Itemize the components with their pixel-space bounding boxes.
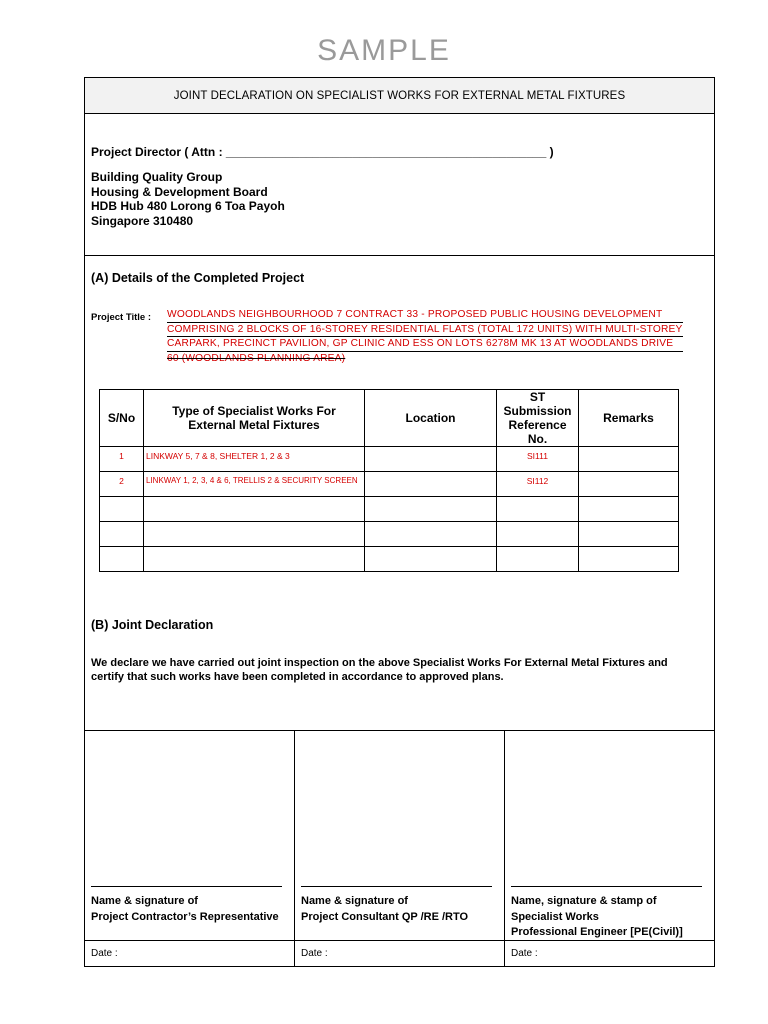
- cell-sno[interactable]: 2: [100, 472, 144, 497]
- project-title-line: WOODLANDS NEIGHBOURHOOD 7 CONTRACT 33 - PROPOSED PUBLIC HOUSING DEVELOPMENT: [167, 308, 683, 323]
- cell-remarks[interactable]: [579, 547, 679, 572]
- signature-row: [85, 730, 714, 940]
- declaration-line: certify that such works have been completed in accordance to approved plans.: [91, 671, 504, 683]
- table-row: [100, 447, 679, 472]
- section-b-heading: (B) Joint Declaration: [91, 618, 214, 632]
- signature-label-line: Name & signature of: [301, 895, 408, 907]
- table-row-empty: [100, 522, 679, 547]
- table-row-empty: [100, 547, 679, 572]
- engineer-signature-box[interactable]: [504, 731, 714, 940]
- signature-label-line: Project Contractor’s Representative: [91, 910, 279, 923]
- cell-location[interactable]: [365, 447, 497, 472]
- cell-st-reference[interactable]: SI112: [497, 472, 579, 497]
- consultant-signature-label: [301, 894, 468, 925]
- header-st-reference: ST Submission Reference No.: [497, 390, 579, 447]
- declaration-form: [84, 77, 715, 967]
- project-title-line: 60 (WOODLANDS PLANNING AREA): [167, 352, 346, 364]
- cell-location[interactable]: [365, 472, 497, 497]
- cell-type[interactable]: LINKWAY 1, 2, 3, 4 & 6, TRELLIS 2 & SECURITY SCREEN: [144, 472, 365, 497]
- addressee-section: [85, 114, 714, 256]
- cell-sno[interactable]: 1: [100, 447, 144, 472]
- signature-label-line: Name, signature & stamp of: [511, 895, 657, 907]
- signature-label-line: Project Consultant QP /RE /RTO: [301, 910, 469, 923]
- cell-remarks[interactable]: [579, 447, 679, 472]
- engineer-date-field[interactable]: Date :: [504, 941, 714, 966]
- header-remarks: Remarks: [579, 390, 679, 447]
- address-line: HDB Hub 480 Lorong 6 Toa Payoh: [91, 199, 285, 214]
- cell-type[interactable]: [144, 522, 365, 547]
- signature-line: [301, 886, 492, 887]
- cell-type[interactable]: [144, 547, 365, 572]
- contractor-date-field[interactable]: Date :: [91, 948, 118, 959]
- signature-line: [511, 886, 702, 887]
- engineer-signature-label: [511, 894, 683, 941]
- address-line: Housing & Development Board: [91, 184, 268, 199]
- table-row-empty: [100, 497, 679, 522]
- cell-sno[interactable]: [100, 497, 144, 522]
- declaration-line: We declare we have carried out joint inspection on the above Specialist Works For External Metal Fixtures and: [91, 657, 668, 669]
- cell-remarks[interactable]: [579, 472, 679, 497]
- section-a-heading: (A) Details of the Completed Project: [91, 271, 305, 285]
- signature-label-line: Specialist Works: [511, 910, 599, 923]
- project-title-line: COMPRISING 2 BLOCKS OF 16-STOREY RESIDENTIAL FLATS (TOTAL 172 UNITS) WITH MULTI-STOREY: [167, 323, 683, 338]
- project-title-label: Project Title :: [91, 312, 152, 323]
- cell-remarks[interactable]: [579, 497, 679, 522]
- cell-st-reference[interactable]: [497, 547, 579, 572]
- cell-type[interactable]: LINKWAY 5, 7 & 8, SHELTER 1, 2 & 3: [144, 447, 365, 472]
- cell-st-reference[interactable]: [497, 497, 579, 522]
- date-row: [85, 940, 714, 966]
- signature-label-line: Professional Engineer [PE(Civil)]: [511, 926, 683, 938]
- specialist-works-table: [99, 389, 679, 572]
- cell-type[interactable]: [144, 497, 365, 522]
- cell-location[interactable]: [365, 522, 497, 547]
- header-location: Location: [365, 390, 497, 447]
- cell-location[interactable]: [365, 547, 497, 572]
- project-title-line: CARPARK, PRECINCT PAVILION, GP CLINIC AND ESS ON LOTS 6278M MK 13 AT WOODLANDS DRIVE: [167, 337, 683, 352]
- form-title: JOINT DECLARATION ON SPECIALIST WORKS FOR EXTERNAL METAL FIXTURES: [85, 78, 714, 114]
- cell-st-reference[interactable]: [497, 522, 579, 547]
- cell-remarks[interactable]: [579, 522, 679, 547]
- contractor-signature-label: [91, 894, 279, 925]
- attention-line: Project Director ( Attn : ________________________________________________ ): [91, 145, 554, 159]
- signature-line: [91, 886, 282, 887]
- table-header-row: [100, 390, 679, 447]
- header-sno: S/No: [100, 390, 144, 447]
- table-row: [100, 472, 679, 497]
- cell-st-reference[interactable]: SI111: [497, 447, 579, 472]
- address-line: Building Quality Group: [91, 170, 223, 184]
- project-title-field[interactable]: [167, 308, 683, 365]
- consultant-date-field[interactable]: Date :: [294, 941, 504, 966]
- address-block: [91, 170, 285, 228]
- cell-sno[interactable]: [100, 522, 144, 547]
- cell-sno[interactable]: [100, 547, 144, 572]
- header-type: Type of Specialist Works For External Metal Fixtures: [144, 390, 365, 447]
- address-line: Singapore 310480: [91, 213, 194, 228]
- sample-watermark: SAMPLE: [317, 34, 451, 67]
- signature-label-line: Name & signature of: [91, 895, 198, 907]
- contractor-signature-box[interactable]: [85, 731, 294, 940]
- consultant-signature-box[interactable]: [294, 731, 504, 940]
- declaration-text: [91, 656, 703, 684]
- cell-location[interactable]: [365, 497, 497, 522]
